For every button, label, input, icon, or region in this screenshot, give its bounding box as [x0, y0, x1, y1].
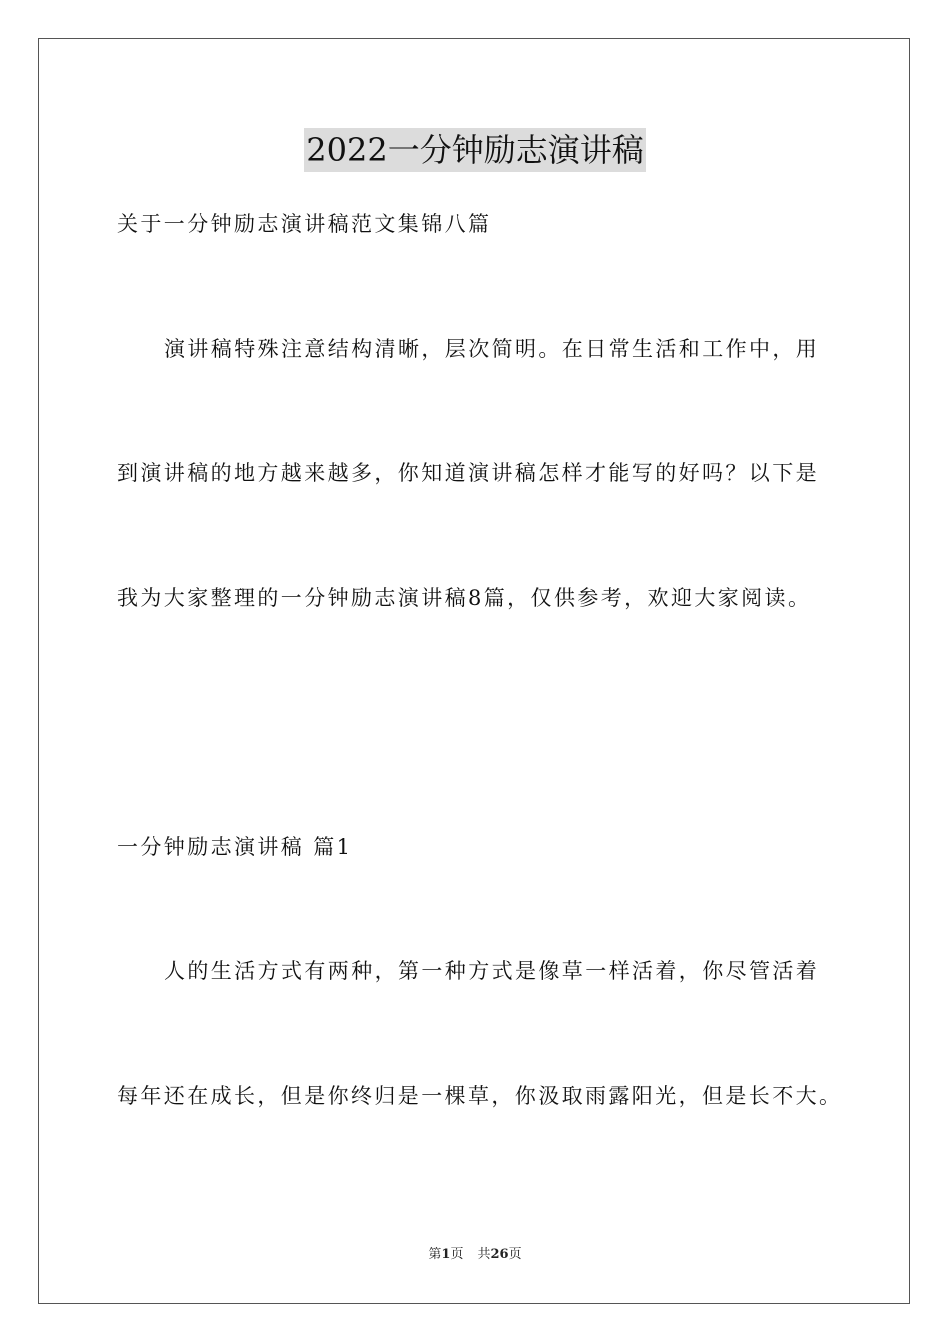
page-current: 1: [441, 1247, 451, 1262]
page-prefix: 第: [428, 1247, 442, 1262]
intro-line-1: 演讲稿特殊注意结构清晰，层次简明。在日常生活和工作中，用: [164, 337, 820, 361]
total-prefix: 共: [477, 1247, 491, 1262]
section-line-2: 每年还在成长，但是你终归是一棵草，你汲取雨露阳光，但是长不大。: [117, 1084, 843, 1108]
document-subtitle: 关于一分钟励志演讲稿范文集锦八篇: [117, 212, 492, 236]
document-title-text: 2022一分钟励志演讲稿: [304, 128, 645, 172]
page-footer: [0, 1246, 950, 1264]
intro-line-3: 我为大家整理的一分钟励志演讲稿8篇，仅供参考，欢迎大家阅读。: [117, 586, 812, 610]
page-total: 26: [490, 1247, 509, 1262]
section-heading: 一分钟励志演讲稿 篇1: [117, 835, 353, 859]
section-line-1: 人的生活方式有两种，第一种方式是像草一样活着，你尽管活着: [164, 959, 820, 983]
page-suffix: 页: [450, 1247, 464, 1262]
total-suffix: 页: [508, 1247, 522, 1262]
document-title: [0, 128, 950, 172]
intro-line-2: 到演讲稿的地方越来越多，你知道演讲稿怎样才能写的好吗？以下是: [117, 461, 819, 485]
